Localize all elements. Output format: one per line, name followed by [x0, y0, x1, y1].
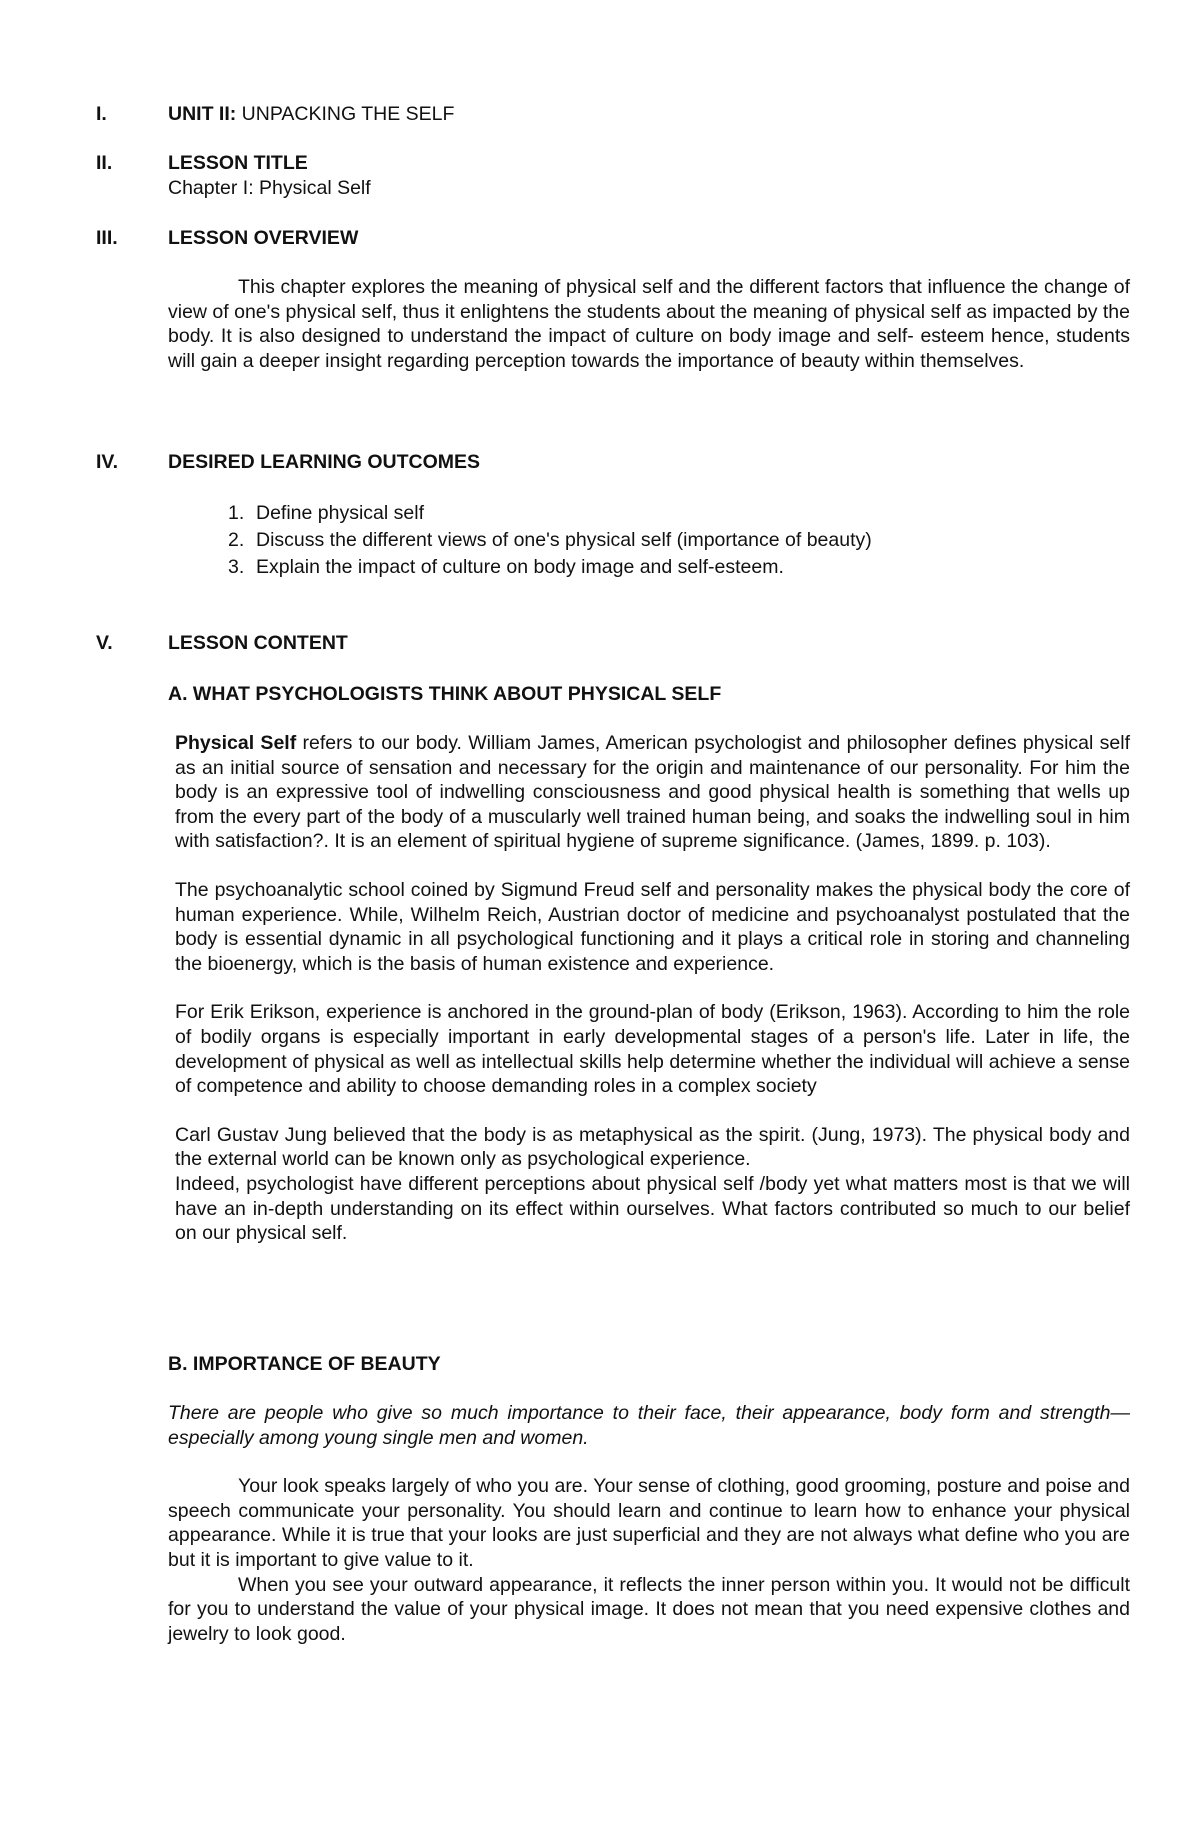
section-number: V.: [96, 632, 113, 654]
paragraph-conclusion: Indeed, psychologist have different perceptions about physical self /body yet what matters most is that we will have an in-depth understanding on its effect within ourselves. What factors contributed so much to our belief on our physical self.: [175, 1172, 1130, 1245]
list-item: [228, 554, 872, 581]
section-lesson-title: [96, 151, 308, 176]
section-outcomes: [96, 450, 480, 475]
paragraph-look: Your look speaks largely of who you are. Your sense of clothing, good grooming, posture and poise and speech communicate your personality. You should learn and continue to learn how to enhance your physical appearance. While it is true that your looks are just superficial and they are not always what define who you are but it is important to give value to it.: [168, 1475, 1130, 1571]
overview-text: This chapter explores the meaning of physical self and the different factors that influence the change of view of one's physical self, thus it enlightens the students about the meaning of physical self as impacted by the body. It is also designed to understand the impact of culture on body image and self- esteem hence, students will gain a deeper insight regarding perception towards the importance of beauty within themselves.: [168, 276, 1130, 372]
subsection-a-heading: A. WHAT PSYCHOLOGISTS THINK ABOUT PHYSICAL SELF: [168, 683, 722, 705]
section-number: I.: [96, 103, 107, 125]
unit-label: UNIT II:: [168, 103, 237, 125]
subsection-b-heading: B. IMPORTANCE OF BEAUTY: [168, 1353, 441, 1375]
paragraph-james: [175, 731, 1130, 854]
section-number: III.: [96, 227, 118, 249]
section-heading: DESIRED LEARNING OUTCOMES: [168, 451, 481, 473]
list-number: 3.: [228, 556, 245, 578]
paragraph-erikson: For Erik Erikson, experience is anchored in the ground-plan of body (Erikson, 1963). According to him the role of bodily organs is especially important in early developmental stages of a person's life. Later in life, the development of physical as well as intellectual skills help determine whether the individual will achieve a sense of competence and ability to choose demanding roles in a complex society: [175, 1001, 1130, 1098]
section-number: IV.: [96, 451, 119, 473]
subsection-a-body: [175, 731, 1130, 1246]
list-number: 2.: [228, 529, 245, 551]
overview-paragraph: [168, 275, 1130, 373]
italic-quote: There are people who give so much importance to their face, their appearance, body form and strength— especially among young single men and women.: [168, 1402, 1130, 1449]
list-item: [228, 500, 872, 527]
section-number: II.: [96, 152, 113, 174]
section-heading: LESSON CONTENT: [168, 632, 348, 654]
paragraph-freud: The psychoanalytic school coined by Sigmund Freud self and personality makes the physical body the core of human experience. While, Wilhelm Reich, Austrian doctor of medicine and psychoanalyst postulated that the body is essential dynamic in all psychological functioning and it plays a critical role in storing and channeling the bioenergy, which is the basis of human existence and experience.: [175, 878, 1130, 975]
section-unit: [96, 102, 454, 127]
list-text: Explain the impact of culture on body image and self-esteem.: [256, 556, 784, 578]
paragraph-jung: Carl Gustav Jung believed that the body is as metaphysical as the spirit. (Jung, 1973). The physical body and the external world can be known only as psychological experience.: [175, 1123, 1130, 1171]
section-heading: LESSON OVERVIEW: [168, 227, 359, 249]
list-number: 1.: [228, 502, 245, 524]
unit-title: UNPACKING THE SELF: [236, 103, 455, 125]
paragraph-text: refers to our body. William James, American psychologist and philosopher defines physical self as an initial source of sensation and necessary for the origin and maintenance of our personality. For him the body is an expressive tool of indwelling consciousness and good physical health is something that wells up from the every part of the body of a muscularly well trained human being, and soaks the indwelling soul in him with satisfaction?. It is an element of spiritual hygiene of supreme significance. (James, 1899. p. 103).: [175, 732, 1130, 853]
term-physical-self: Physical Self: [175, 732, 297, 754]
section-heading: LESSON TITLE: [168, 152, 308, 174]
list-text: Discuss the different views of one's physical self (importance of beauty): [256, 529, 872, 551]
lesson-subtitle: Chapter I: Physical Self: [168, 177, 371, 199]
outcomes-list: [228, 500, 872, 581]
list-item: [228, 527, 872, 554]
section-content: [96, 631, 348, 656]
section-overview: [96, 226, 358, 251]
list-text: Define physical self: [256, 502, 424, 524]
paragraph-appearance: When you see your outward appearance, it reflects the inner person within you. It would not be difficult for you to understand the value of your physical image. It does not mean that you need expensive clothes and jewelry to look good.: [168, 1573, 1130, 1645]
subsection-b-body: [168, 1401, 1130, 1646]
